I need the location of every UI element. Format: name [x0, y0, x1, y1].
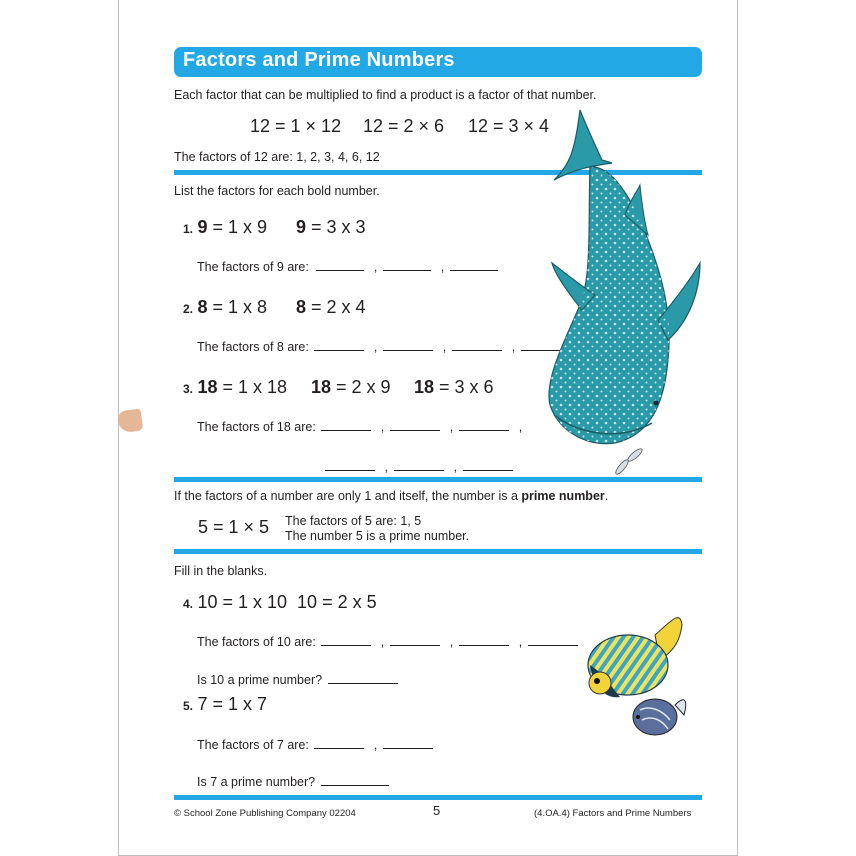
- answer-blank[interactable]: [452, 350, 502, 351]
- answer-prompt: The factors of 9 are:: [197, 260, 309, 274]
- bold-number: 8: [197, 297, 208, 317]
- problem-1-answer-row: [197, 260, 498, 274]
- bold-number: 18: [311, 377, 332, 397]
- problem-1: [183, 217, 267, 238]
- problem-4: [183, 592, 377, 613]
- answer-blank[interactable]: [321, 645, 371, 646]
- prime-term: prime number: [521, 489, 605, 503]
- shark-eye-icon: [654, 401, 659, 406]
- problem-3-eq-2: [311, 377, 391, 398]
- answer-blank[interactable]: [390, 430, 440, 431]
- answer-blank[interactable]: [459, 430, 509, 431]
- comma: ,: [442, 340, 447, 354]
- equation: = 1 x 8: [207, 297, 268, 317]
- comma: ,: [453, 460, 457, 474]
- small-fish-icon: [614, 447, 644, 476]
- problem-2: [183, 297, 267, 318]
- answer-prompt: The factors of 10 are:: [197, 635, 316, 649]
- prime-definition-text: If the factors of a number are only 1 and itself, the number is a: [174, 489, 522, 503]
- answer-blank[interactable]: [316, 270, 364, 271]
- answer-blank[interactable]: [314, 350, 364, 351]
- example-eq-1: 12 = 1 × 12: [250, 116, 342, 136]
- comma: ,: [440, 260, 445, 274]
- bold-number: 18: [197, 377, 218, 397]
- answer-prompt: The factors of 8 are:: [197, 340, 309, 354]
- answer-blank[interactable]: [390, 645, 440, 646]
- problem-4-answer-row: [197, 635, 578, 649]
- comma: ,: [518, 635, 523, 649]
- answer-blank[interactable]: [450, 270, 498, 271]
- problem-5: [183, 694, 267, 715]
- problem-4-question: [197, 673, 398, 687]
- prime-definition-end: .: [604, 489, 609, 503]
- comma: ,: [449, 420, 454, 434]
- footer-divider: [174, 795, 702, 800]
- answer-blank[interactable]: [383, 748, 433, 749]
- problem-number: 3.: [183, 382, 194, 396]
- comma: ,: [511, 340, 516, 354]
- problem-3: [183, 377, 287, 398]
- answer-blank[interactable]: [528, 645, 578, 646]
- comma: ,: [373, 738, 378, 752]
- list-instruction: List the factors for each bold number.: [174, 184, 380, 198]
- problem-2-eq-2: [296, 297, 366, 318]
- bold-number: 18: [414, 377, 435, 397]
- page-number: 5: [433, 803, 441, 818]
- answer-blank[interactable]: [328, 683, 398, 684]
- equation: 7 = 1 x 7: [197, 694, 268, 714]
- prime-example-eq: 5 = 1 × 5: [198, 517, 270, 537]
- bold-number: 9: [197, 217, 208, 237]
- answer-blank[interactable]: [383, 270, 431, 271]
- answer-blank[interactable]: [394, 470, 444, 471]
- comma: ,: [449, 635, 454, 649]
- equation: 10 = 1 x 10 10 = 2 x 5: [197, 592, 377, 612]
- problem-number: 4.: [183, 597, 194, 611]
- fill-instruction: Fill in the blanks.: [174, 564, 268, 578]
- equation: = 3 x 6: [434, 377, 494, 397]
- question-text: Is 10 a prime number?: [197, 673, 323, 687]
- prime-example-line-1: The factors of 5 are: 1, 5: [285, 514, 422, 528]
- bold-number: 8: [296, 297, 307, 317]
- answer-blank[interactable]: [459, 645, 509, 646]
- answer-blank[interactable]: [383, 350, 433, 351]
- bold-number: 9: [296, 217, 307, 237]
- intro-text: Each factor that can be multiplied to find a product is a factor of that number.: [174, 88, 597, 102]
- page-title: Factors and Prime Numbers: [183, 49, 455, 71]
- comma: ,: [384, 460, 388, 474]
- equation: = 2 x 4: [306, 297, 366, 317]
- equation: = 2 x 9: [331, 377, 391, 397]
- problem-2-answer-row: [197, 340, 571, 354]
- problem-1-eq-2: [296, 217, 366, 238]
- answer-blank[interactable]: [321, 430, 371, 431]
- problem-number: 5.: [183, 699, 194, 713]
- footer-standard: (4.OA.4) Factors and Prime Numbers: [534, 808, 692, 819]
- problem-3-eq-3: [414, 377, 494, 398]
- question-text: Is 7 a prime number?: [197, 775, 316, 789]
- equation: = 1 x 18: [217, 377, 288, 397]
- fish-illustration: [580, 605, 690, 745]
- comma: ,: [380, 420, 385, 434]
- comma: ,: [380, 635, 385, 649]
- footer-copyright: © School Zone Publishing Company 02204: [174, 808, 356, 819]
- problem-5-answer-row: [197, 738, 433, 752]
- comma: ,: [373, 340, 378, 354]
- angelfish-icon: [588, 618, 682, 698]
- divider-3: [174, 549, 702, 554]
- equation: = 3 x 3: [306, 217, 366, 237]
- example-eq-3: 12 = 3 × 4: [468, 116, 550, 136]
- prime-definition: [174, 489, 608, 503]
- comma: ,: [518, 420, 523, 434]
- answer-blank[interactable]: [321, 785, 389, 786]
- problem-number: 1.: [183, 222, 194, 236]
- problem-5-question: [197, 775, 389, 789]
- prime-example-line-2: The number 5 is a prime number.: [285, 529, 470, 543]
- equation: = 1 x 9: [207, 217, 268, 237]
- problem-3-answer-row-1: [197, 420, 522, 434]
- problem-3-answer-row-2: [325, 460, 513, 474]
- comma: ,: [373, 260, 378, 274]
- answer-prompt: The factors of 7 are:: [197, 738, 309, 752]
- answer-blank[interactable]: [463, 470, 513, 471]
- example-factors: The factors of 12 are: 1, 2, 3, 4, 6, 12: [174, 150, 380, 164]
- answer-blank[interactable]: [314, 748, 364, 749]
- answer-blank[interactable]: [325, 470, 375, 471]
- example-eq-2: 12 = 2 × 6: [363, 116, 445, 136]
- answer-prompt: The factors of 18 are:: [197, 420, 316, 434]
- whale-shark-illustration: [540, 105, 710, 485]
- small-angelfish-icon: [633, 699, 686, 735]
- problem-number: 2.: [183, 302, 194, 316]
